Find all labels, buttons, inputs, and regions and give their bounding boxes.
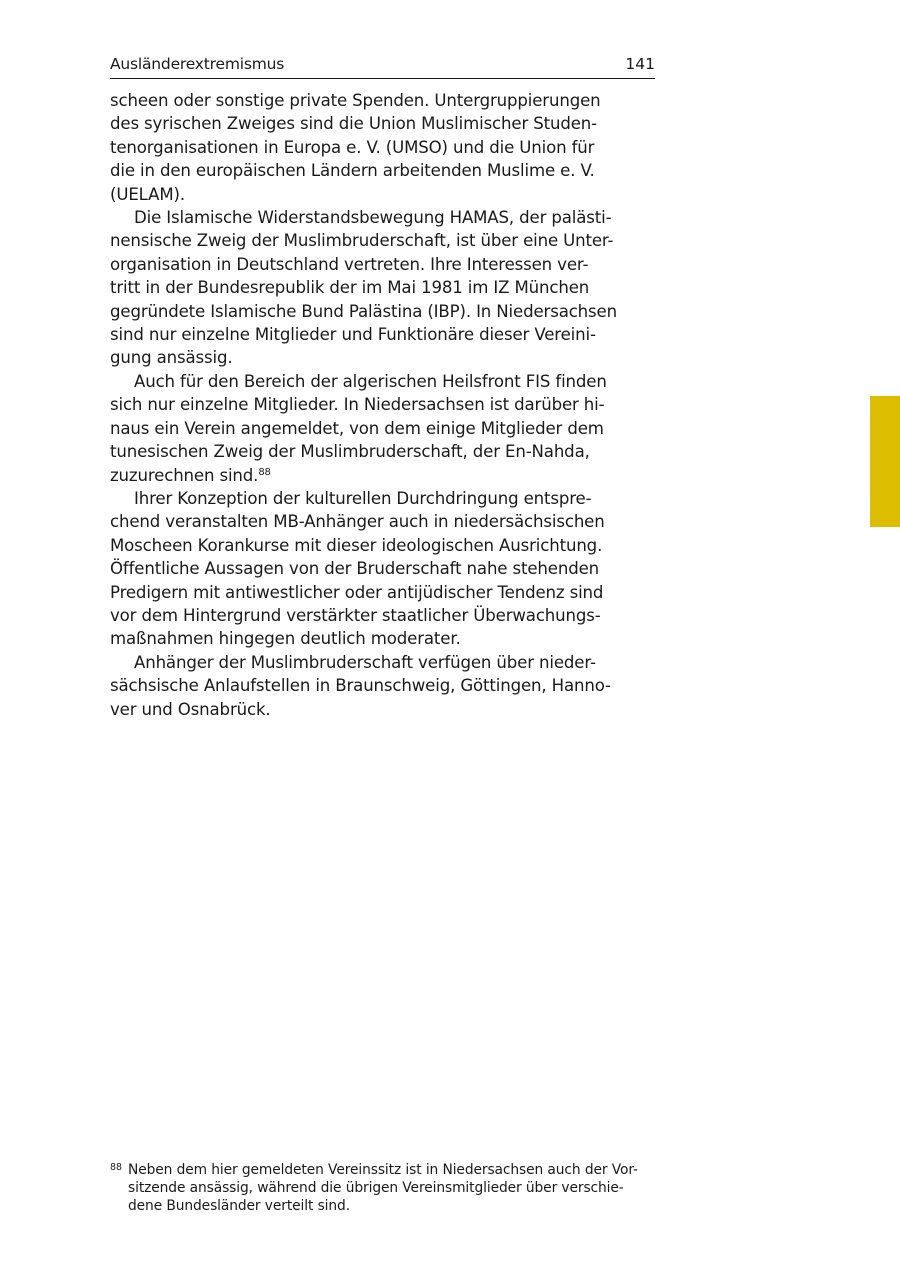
page-header xyxy=(110,52,655,79)
running-head: Ausländerextremismus xyxy=(110,55,285,73)
footnote-number: 88 xyxy=(110,1162,122,1173)
text-line: sächsische Anlaufstellen in Braunschweig, Göttingen, Hanno- xyxy=(110,676,611,696)
text-line: scheen oder sonstige private Spenden. Untergruppierungen xyxy=(110,91,601,110)
footnote xyxy=(110,1161,658,1216)
paragraph-2 xyxy=(110,206,658,370)
text-line: Anhänger der Muslimbruderschaft verfügen über nieder- xyxy=(134,652,596,672)
text-line: nensische Zweig der Muslimbruderschaft, ist über eine Unter- xyxy=(110,231,614,251)
text-line-with-footnote xyxy=(110,464,658,487)
text-line: Ihrer Konzeption der kulturellen Durchdringung entspre- xyxy=(134,488,592,508)
text-line: vor dem Hintergrund verstärkter staatlicher Überwachungs- xyxy=(110,605,601,625)
text-line: gung ansässig. xyxy=(110,348,233,368)
text-line: Öffentliche Aussagen von der Bruderschaft nahe stehenden xyxy=(110,559,600,579)
footnote-reference[interactable]: 88 xyxy=(258,466,271,478)
text-line: maßnahmen hingegen deutlich moderater. xyxy=(110,629,461,649)
text-line: zuzurechnen sind. xyxy=(110,465,259,485)
text-line: (UELAM). xyxy=(110,184,185,204)
paragraph-3 xyxy=(110,370,658,487)
text-line: des syrischen Zweiges sind die Union Muslimischer Studen- xyxy=(110,114,598,134)
footnote-line: dene Bundesländer verteilt sind. xyxy=(128,1198,350,1215)
text-line: Die Islamische Widerstandsbewegung HAMAS, der palästi- xyxy=(134,208,612,228)
paragraph-5 xyxy=(110,651,658,721)
text-line: tunesischen Zweig der Muslimbruderschaft, der En-Nahda, xyxy=(110,442,590,462)
text-line: tritt in der Bundesrepublik der im Mai 1981 im IZ München xyxy=(110,278,590,298)
body-text xyxy=(110,89,658,721)
text-line: tenorganisationen in Europa e. V. (UMSO) und die Union für xyxy=(110,137,595,157)
text-line: sind nur einzelne Mitglieder und Funktionäre dieser Vereini- xyxy=(110,325,596,345)
text-line: Predigern mit antiwestlicher oder antijüdischer Tendenz sind xyxy=(110,582,604,602)
footnote-line: sitzende ansässig, während die übrigen Vereinsmitglieder über verschie- xyxy=(128,1180,624,1197)
text-line: sich nur einzelne Mitglieder. In Niedersachsen ist darüber hi- xyxy=(110,395,605,415)
text-line: die in den europäischen Ländern arbeitenden Muslime e. V. xyxy=(110,161,595,181)
text-line: organisation in Deutschland vertreten. Ihre Interessen ver- xyxy=(110,254,589,274)
text-line: gegründete Islamische Bund Palästina (IBP). In Niedersachsen xyxy=(110,301,617,321)
paragraph-4 xyxy=(110,487,658,651)
paragraph-1 xyxy=(110,89,658,206)
page-number: 141 xyxy=(625,55,655,73)
text-line: chend veranstalten MB-Anhänger auch in niedersächsischen xyxy=(110,512,605,532)
text-line: naus ein Verein angemeldet, von dem einige Mitglieder dem xyxy=(110,418,604,438)
footnote-line: Neben dem hier gemeldeten Vereinssitz ist in Niedersachsen auch der Vor- xyxy=(128,1162,638,1178)
text-line: Moscheen Korankurse mit dieser ideologischen Ausrichtung. xyxy=(110,535,603,555)
text-line: ver und Osnabrück. xyxy=(110,699,271,719)
chapter-thumb-tab xyxy=(870,396,900,527)
text-line: Auch für den Bereich der algerischen Heilsfront FIS finden xyxy=(134,371,607,391)
footnote-body xyxy=(110,1161,658,1216)
